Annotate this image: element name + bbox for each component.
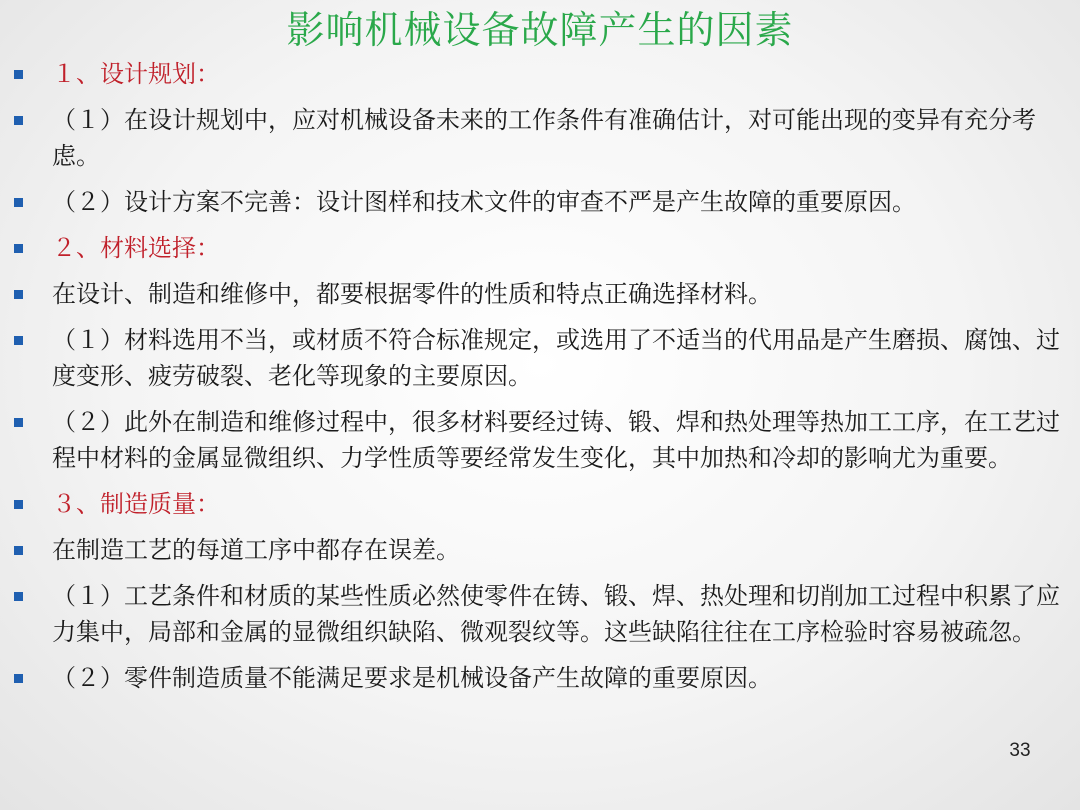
square-bullet-icon [14, 290, 23, 299]
list-item [0, 322, 1080, 394]
list-item [0, 532, 1080, 568]
square-bullet-icon [14, 116, 23, 125]
bullet-text: （２）零件制造质量不能满足要求是机械设备产生故障的重要原因。 [52, 664, 772, 692]
page-number: 33 [1009, 740, 1031, 761]
list-item [0, 404, 1080, 476]
list-item [0, 56, 1080, 92]
square-bullet-icon [14, 244, 23, 253]
section-heading: ３、制造质量： [52, 490, 220, 518]
square-bullet-icon [14, 592, 23, 601]
bullet-text: 在设计、制造和维修中，都要根据零件的性质和特点正确选择材料。 [52, 280, 772, 308]
bullet-text: 在制造工艺的每道工序中都存在误差。 [52, 536, 460, 564]
square-bullet-icon [14, 500, 23, 509]
square-bullet-icon [14, 674, 23, 683]
bullet-text: （１）材料选用不当，或材质不符合标准规定，或选用了不适当的代用品是产生磨损、腐蚀、过度变形、疲劳破裂、老化等现象的主要原因。 [52, 326, 1060, 390]
square-bullet-icon [14, 546, 23, 555]
list-item [0, 578, 1080, 650]
bullet-text: （１）在设计规划中，应对机械设备未来的工作条件有准确估计，对可能出现的变异有充分考虑。 [52, 106, 1036, 170]
list-item [0, 276, 1080, 312]
square-bullet-icon [14, 336, 23, 345]
list-item [0, 486, 1080, 522]
slide-title: 影响机械设备故障产生的因素 [286, 8, 794, 52]
list-item [0, 230, 1080, 266]
square-bullet-icon [14, 418, 23, 427]
square-bullet-icon [14, 198, 23, 207]
section-heading: １、设计规划： [52, 60, 220, 88]
bullet-text: （２）设计方案不完善：设计图样和技术文件的审查不严是产生故障的重要原因。 [52, 188, 916, 216]
bullet-text: （１）工艺条件和材质的某些性质必然使零件在铸、锻、焊、热处理和切削加工过程中积累了应力集中，局部和金属的显微组织缺陷、微观裂纹等。这些缺陷往往在工序检验时容易被疏忽。 [52, 582, 1060, 646]
list-item [0, 184, 1080, 220]
bullet-list [0, 56, 1080, 706]
bullet-text: （２）此外在制造和维修过程中，很多材料要经过铸、锻、焊和热处理等热加工工序，在工艺过程中材料的金属显微组织、力学性质等要经常发生变化，其中加热和冷却的影响尤为重要。 [52, 408, 1060, 472]
list-item [0, 660, 1080, 696]
list-item [0, 102, 1080, 174]
square-bullet-icon [14, 70, 23, 79]
section-heading: ２、材料选择： [52, 234, 220, 262]
